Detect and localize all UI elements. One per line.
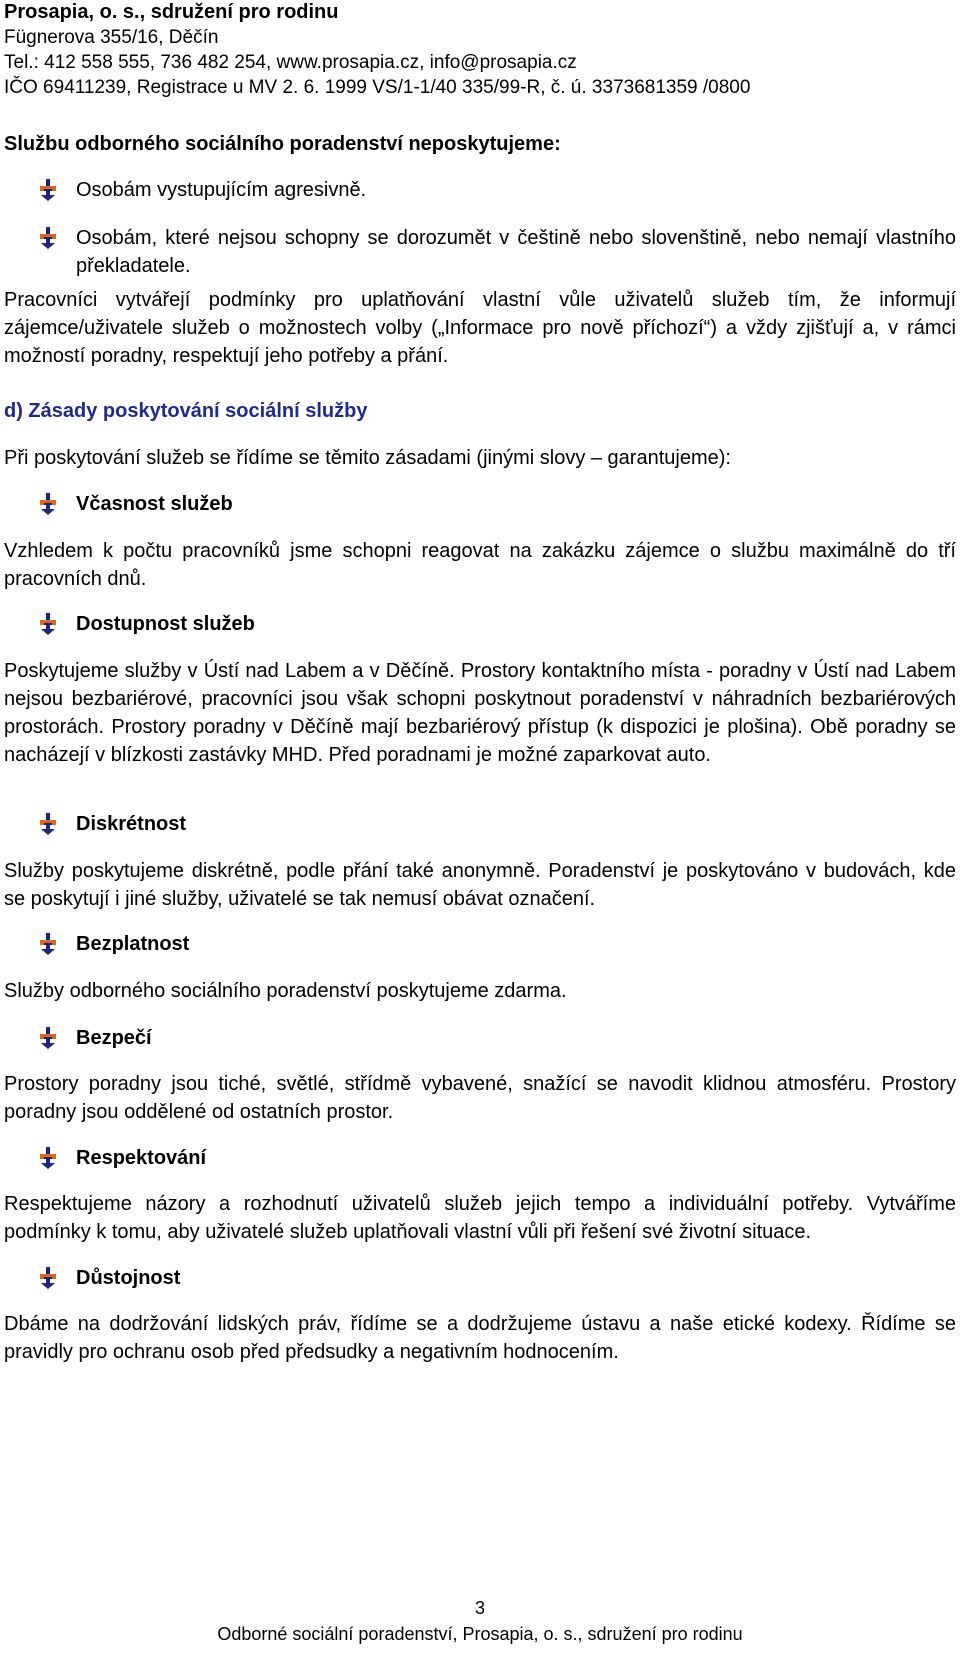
list-item bbox=[38, 224, 956, 280]
principle-heading bbox=[38, 1024, 152, 1052]
arrow-bullet-icon bbox=[38, 612, 58, 636]
arrow-bullet-icon bbox=[38, 1146, 58, 1170]
workers-paragraph: Pracovníci vytvářejí podmínky pro uplatňování vlastní vůle uživatelů služeb tím, že informují zájemce/uživatele služeb o možnostech volby („Informace pro nově příchozí“) a vždy zjišťují a, v rámci možností poradny, respektují jeho potřeby a přání. bbox=[4, 289, 956, 367]
arrow-bullet-icon bbox=[38, 178, 58, 202]
principle-label: Respektování bbox=[76, 1147, 207, 1169]
principle-heading bbox=[38, 490, 233, 518]
arrow-bullet-icon bbox=[38, 1026, 58, 1050]
principle-text: Vzhledem k počtu pracovníků jsme schopni reagovat na zakázku zájemce o službu maximálně do tří pracovních dnů. bbox=[4, 540, 956, 590]
org-registration: IČO 69411239, Registrace u MV 2. 6. 1999 VS/1-1/40 335/99-R, č. ú. 3373681359 /0800 bbox=[4, 77, 751, 98]
arrow-bullet-icon bbox=[38, 812, 58, 836]
principle-text: Dbáme na dodržování lidských práv, řídíme se a dodržujeme ústavu a naše etické kodexy. Řídíme se pravidly pro ochranu osob před předsudky a negativním hodnocením. bbox=[4, 1313, 956, 1363]
no-service-item: Osobám vystupujícím agresivně. bbox=[76, 179, 367, 201]
principle-label: Důstojnost bbox=[76, 1267, 181, 1289]
principle-heading bbox=[38, 1144, 206, 1172]
arrow-bullet-icon bbox=[38, 932, 58, 956]
principle-text: Prostory poradny jsou tiché, světlé, střídmě vybavené, snažící se navodit klidnou atmosféru. Prostory poradny jsou oddělené od ostatních prostor. bbox=[4, 1073, 956, 1123]
arrow-bullet-icon bbox=[38, 226, 58, 250]
principle-heading bbox=[38, 810, 186, 838]
principle-label: Diskrétnost bbox=[76, 813, 187, 835]
principle-text: Služby poskytujeme diskrétně, podle přání také anonymně. Poradenství je poskytováno v budovách, kde se poskytují i jiné služby, uživatelé se tak nemusí obávat označení. bbox=[4, 860, 956, 910]
section-title: d) Zásady poskytování sociální služby bbox=[4, 400, 368, 422]
org-address: Fügnerova 355/16, Děčín bbox=[4, 27, 219, 48]
org-contact: Tel.: 412 558 555, 736 482 254, www.prosapia.cz, info@prosapia.cz bbox=[4, 52, 577, 73]
principle-text: Poskytujeme služby v Ústí nad Labem a v Děčíně. Prostory kontaktního místa - poradny v Ústí nad Labem nejsou bezbariérové, pracovníci jsou však schopni poskytnout poradenství v náhradních bezbariérových prostorách. Prostory poradny v Děčíně mají bezbariérový přístup (k dispozici je plošina). Obě poradny se nacházejí v blízkosti zastávky MHD. Před poradnami je možné zaparkovat auto. bbox=[4, 660, 956, 766]
principle-text: Respektujeme názory a rozhodnutí uživatelů služeb jejich tempo a individuální potřeby. Vytváříme podmínky k tomu, aby uživatelé služeb uplatňovali vlastní vůli při řešení své životní situace. bbox=[4, 1193, 956, 1243]
principle-heading bbox=[38, 930, 189, 958]
page-footer: Odborné sociální poradenství, Prosapia, o. s., sdružení pro rodinu bbox=[217, 1624, 743, 1644]
arrow-bullet-icon bbox=[38, 492, 58, 516]
page-number: 3 bbox=[474, 1598, 485, 1618]
no-service-heading: Službu odborného sociálního poradenství neposkytujeme: bbox=[4, 133, 561, 155]
letterhead bbox=[4, 0, 954, 100]
section-intro: Při poskytování služeb se řídíme se těmito zásadami (jinými slovy – garantujeme): bbox=[4, 447, 731, 469]
arrow-bullet-icon bbox=[38, 1266, 58, 1290]
principle-heading bbox=[38, 610, 255, 638]
org-name: Prosapia, o. s., sdružení pro rodinu bbox=[4, 1, 339, 23]
principle-heading bbox=[38, 1264, 180, 1292]
principle-label: Bezplatnost bbox=[76, 933, 190, 955]
list-item bbox=[38, 176, 956, 204]
no-service-item: Osobám, které nejsou schopny se dorozumět v češtině nebo slovenštině, nebo nemají vlastního překladatele. bbox=[76, 227, 956, 277]
principle-label: Dostupnost služeb bbox=[76, 613, 255, 635]
principle-label: Včasnost služeb bbox=[76, 493, 233, 515]
principle-text: Služby odborného sociálního poradenství poskytujeme zdarma. bbox=[4, 980, 567, 1002]
principle-label: Bezpečí bbox=[76, 1027, 152, 1049]
